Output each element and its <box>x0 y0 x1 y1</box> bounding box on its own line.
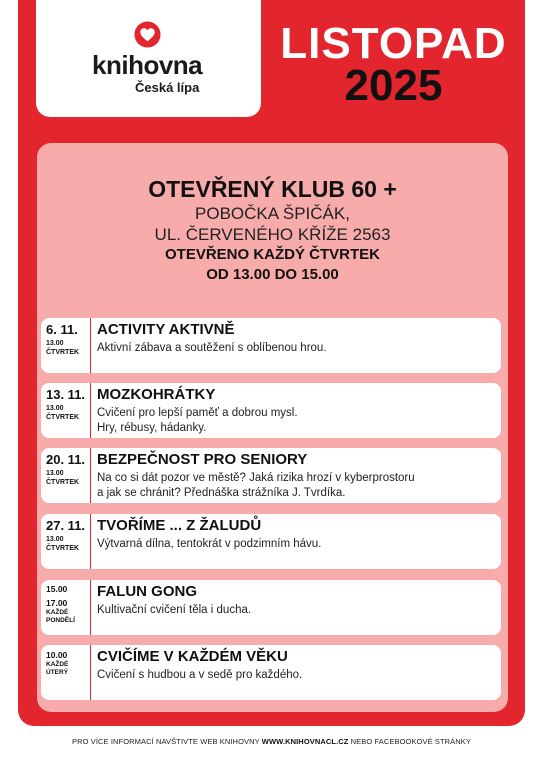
club-street: UL. ČERVENÉHO KŘÍŽE 2563 <box>154 225 391 244</box>
club-title: OTEVŘENÝ KLUB 60 + <box>148 176 397 202</box>
event-date: 20. 11. <box>46 452 86 467</box>
event-description: Cvičení pro lepší paměť a dobrou mysl. Hry, rébusy, hádanky. <box>97 407 298 434</box>
event-description: Na co si dát pozor ve městě? Jaká rizika hrozí v kyberprostoru a jak se chránit? Přednáška strážníka J. Tvrdíka. <box>97 472 415 499</box>
event-card <box>41 514 501 569</box>
event-title: CVIČÍME V KAŽDÉM VĚKU <box>97 648 288 665</box>
footer-note: PRO VÍCE INFORMACÍ NAVŠTIVTE WEB KNIHOVNY WWW.KNIHOVNACL.CZ NEBO FACEBOOKOVÉ STRÁNKY <box>72 737 471 746</box>
heart-logo-icon <box>134 21 161 48</box>
website-link[interactable]: WWW.KNIHOVNACL.CZ <box>261 737 349 746</box>
event-time-from: 15.00 <box>46 584 68 594</box>
event-title: ACTIVITY AKTIVNĚ <box>97 321 235 338</box>
club-open-days: OTEVŘENO KAŽDÝ ČTVRTEK <box>164 246 380 263</box>
event-time: 13.00 ČTVRTEK <box>46 536 80 552</box>
event-date-column <box>41 645 91 700</box>
event-date-column <box>41 318 91 373</box>
club-heading <box>37 175 508 285</box>
club-hours: OD 13.00 DO 15.00 <box>206 266 339 283</box>
event-description: Kultivační cvičení těla i ducha. <box>97 604 252 616</box>
event-time: 13.00 ČTVRTEK <box>46 405 80 421</box>
event-description: Cvičení s hudbou a v sedě pro každého. <box>97 669 303 681</box>
event-date-column <box>41 514 91 569</box>
event-description: Výtvarná dílna, tentokrát v podzimním hávu. <box>97 538 322 550</box>
event-day: KAŽDÉ PONDĚLÍ <box>46 609 75 624</box>
event-day: KAŽDÉ ÚTERÝ <box>46 661 69 676</box>
year-title: 2025 <box>344 61 443 110</box>
event-date: 6. 11. <box>46 322 78 337</box>
event-card <box>41 580 501 635</box>
logo-name: knihovna <box>92 50 203 80</box>
event-title: FALUN GONG <box>97 583 197 600</box>
event-title: MOZKOHRÁTKY <box>97 386 216 403</box>
event-date-column <box>41 448 91 503</box>
event-time: 13.00 ČTVRTEK <box>46 340 80 356</box>
event-date-column <box>41 383 91 438</box>
club-branch: POBOČKA ŠPIČÁK, <box>195 204 350 223</box>
event-card <box>41 383 501 438</box>
event-card <box>41 318 501 373</box>
event-time-to: 17.00 <box>46 598 68 608</box>
month-title: LISTOPAD <box>280 19 507 68</box>
event-title: TVOŘÍME ... Z ŽALUDŮ <box>97 517 262 534</box>
event-date: 13. 11. <box>46 387 86 402</box>
event-title: BEZPEČNOST PRO SENIORY <box>97 451 308 468</box>
event-date: 27. 11. <box>46 518 86 533</box>
logo-city: Česká lípa <box>135 80 200 95</box>
event-card <box>41 448 501 503</box>
event-time: 13.00 ČTVRTEK <box>46 470 80 486</box>
event-description: Aktivní zábava a soutěžení s oblíbenou hrou. <box>97 342 327 354</box>
event-card <box>41 645 501 700</box>
event-time-from: 10.00 <box>46 650 68 660</box>
event-date-column <box>41 580 91 635</box>
